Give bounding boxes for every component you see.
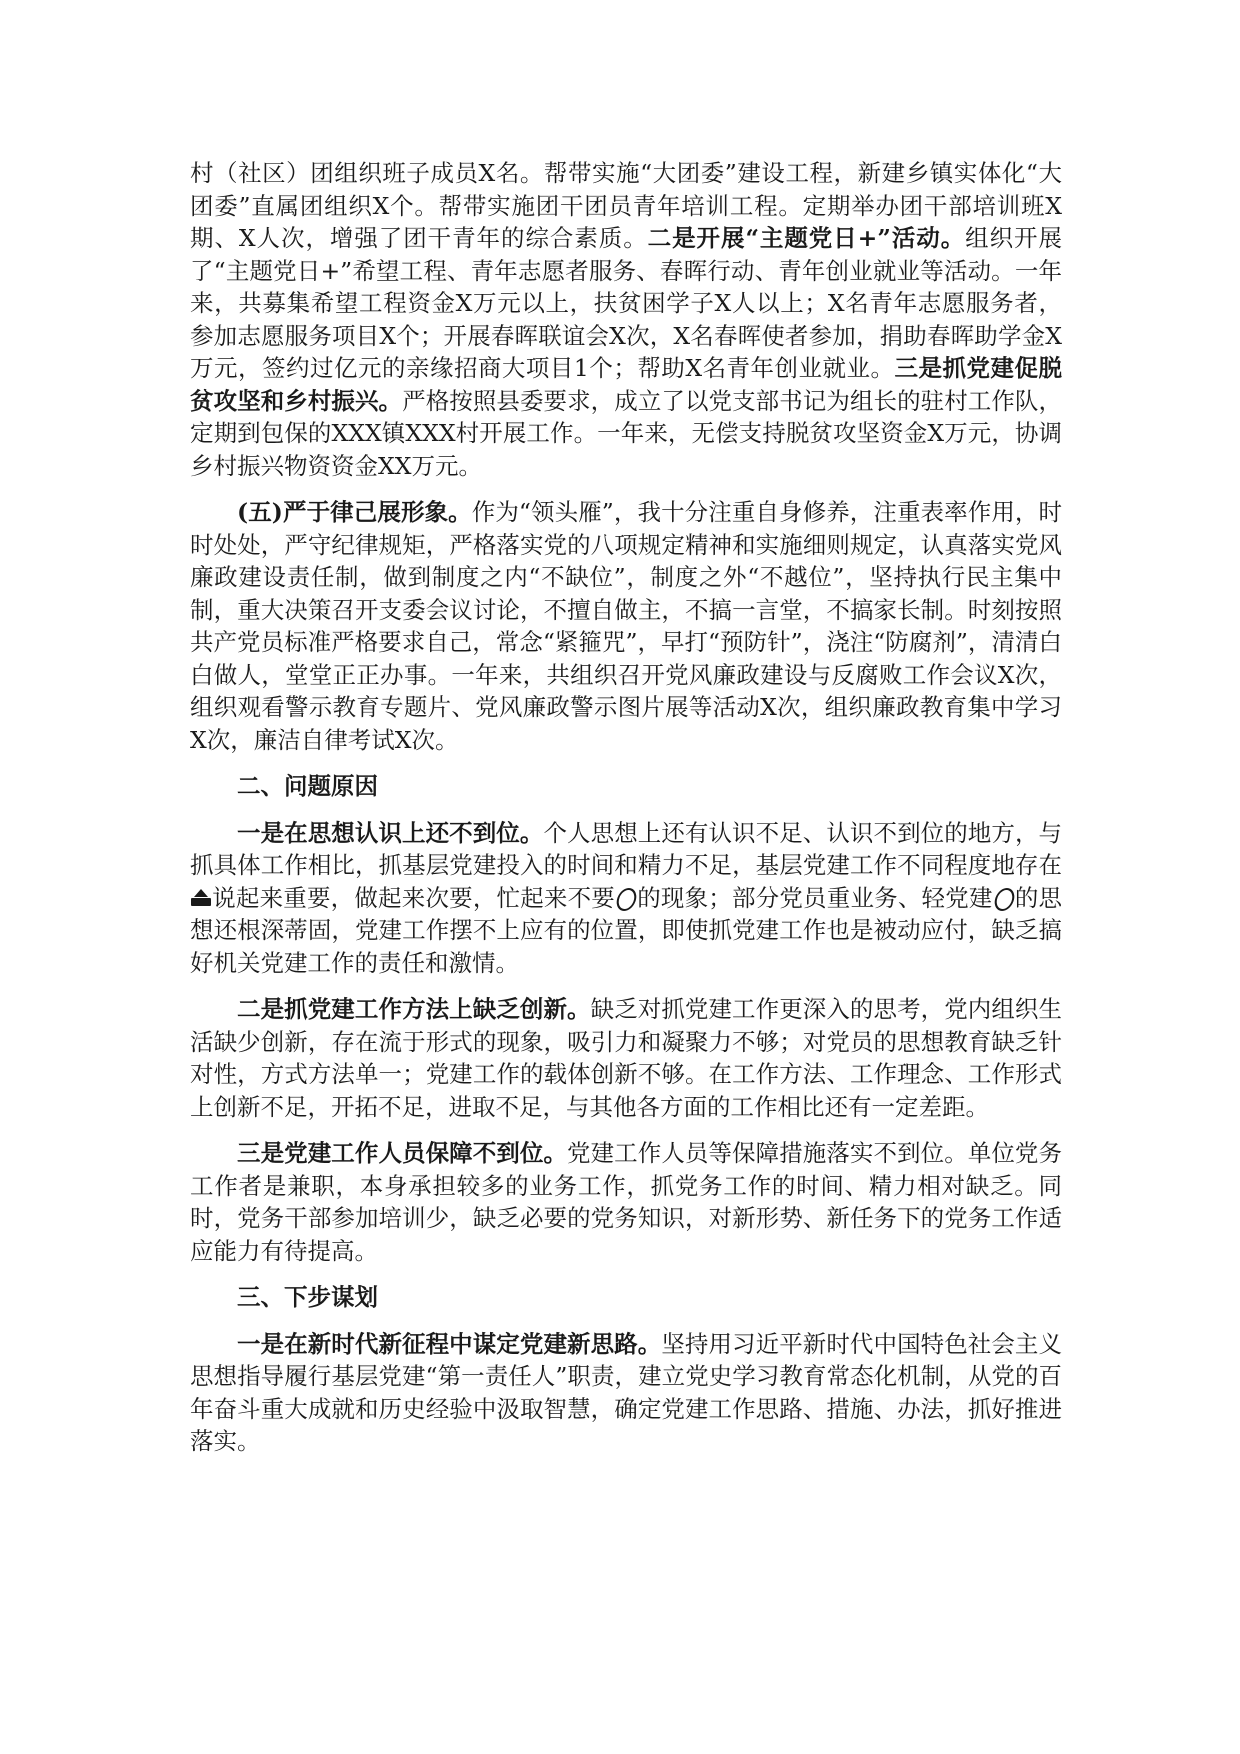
paragraph-lead-bold: 二是抓党建工作方法上缺乏创新。 [237,995,591,1023]
paragraph-text: 个人思想上还有认识不足、认识不到位的地方，与抓具体工作相比，抓基层党建投入的时间和精力不足，基层党建工作不同程度地存在 [190,818,1063,879]
paragraph-text: 组织开展了“主题党日+”希望工程、青年志愿者服务、春晖行动、青年创业就业等活动。一年来，共募集希望工程资金X万元以上，扶贫困学子X人以上；X名青年志愿服务者，参加志愿服务项目X个；开展春晖联谊会X次，X名春晖使者参加，捐助春晖助学金X万元，签约过亿元的亲缘招商大项目1个；帮助X名青年创业就业。 [190,224,1063,382]
oval-icon [615,887,637,909]
paragraph-text: 的思想还根深蒂固，党建工作摆不上应有的位置，即使抓党建工作也是被动应付，缺乏搞好机关党建工作的责任和激情。 [190,883,1063,977]
paragraph-text: 作为“领头雁”，我十分注重自身修养，注重表率作用，时时处处，严守纪律规矩，严格落实党的八项规定精神和实施细则规定，认真落实党风廉政建设责任制，做到制度之内“不缺位”，制度之外“不越位”，坚持执行民主集中制，重大决策召开支委会议讨论，不擅自做主，不搞一言堂，不搞家长制。时刻按照共产党员标准严格要求自己，常念“紧箍咒”，早打“预防针”，浇注“防腐剂”，清清白白做人，堂堂正正办事。一年来，共组织召开党风廉政建设与反腐败工作会议X次，组织观看警示教育专题片、党风廉政警示图片展等活动X次，组织廉政教育集中学习X次，廉洁自律考试X次。 [190,498,1062,754]
paragraph-self-discipline [190,496,1062,756]
paragraph-ideological-awareness [190,817,1062,980]
paragraph-lead-bold: (五)严于律己展形象。 [237,498,472,526]
paragraph-lead-bold: 三是党建工作人员保障不到位。 [237,1139,568,1167]
paragraph-lead-bold: 一是在新时代新征程中谋定党建新思路。 [237,1329,662,1358]
section-heading-next-steps: 三、下步谋划 [237,1283,378,1311]
paragraph-staffing-guarantee [190,1137,1062,1267]
paragraph-text: 严格按照县委要求，成立了以党支部书记为组长的驻村工作队，定期到包保的XXX镇XXX村开展工作。一年来，无偿支持脱贫攻坚资金X万元，协调乡村振兴物资资金XX万元。 [190,386,1062,480]
paragraph-new-thinking [190,1328,1062,1458]
paragraph-text: 党建工作人员等保障措施落实不到位。单位党务工作者是兼职，本身承担较多的业务工作，抓党务工作的时间、精力相对缺乏。同时，党务干部参加培训少，缺乏必要的党务知识，对新形势、新任务下的党务工作适应能力有待提高。 [190,1139,1063,1265]
paragraph-method-innovation [190,993,1062,1123]
paragraph-text: 缺乏对抓党建工作更深入的思考，党内组织生活缺少创新，存在流于形式的现象，吸引力和凝聚力不够；对党员的思想教育缺乏针对性，方式方法单一；党建工作的载体创新不够。在工作方法、工作理念、工作形式上创新不足，开拓不足，进取不足，与其他各方面的工作相比还有一定差距。 [190,995,1063,1121]
oval-icon [993,887,1015,909]
upload-icon [190,887,212,909]
paragraph-text: 坚持用习近平新时代中国特色社会主义思想指导履行基层党建“第一责任人”职责，建立党史学习教育常态化机制，从党的百年奋斗重大成就和历史经验中汲取智慧，确定党建工作思路、措施、办法，抓好推进落实。 [190,1329,1063,1455]
paragraph-text: 说起来重要，做起来次要，忙起来不要 [212,883,615,912]
document-page [190,157,1062,1472]
paragraph-text: 村（社区）团组织班子成员X名。帮带实施“大团委”建设工程，新建乡镇实体化“大团委”直属团组织X个。帮带实施团干团员青年培训工程。定期举办团干部培训班X期、X人次，增强了团干青年的综合素质。 [190,159,1062,252]
section-heading-problem-causes: 二、问题原因 [237,772,378,800]
paragraph-youth-league-work [190,157,1062,482]
paragraph-lead-bold: 三是抓党建促脱贫攻坚和乡村振兴。 [190,354,1063,415]
paragraph-lead-bold: 二是开展“主题党日+”活动。 [647,224,966,252]
paragraph-lead-bold: 一是在思想认识上还不到位。 [237,818,544,847]
paragraph-text: 的现象；部分党员重业务、轻党建 [637,883,993,912]
